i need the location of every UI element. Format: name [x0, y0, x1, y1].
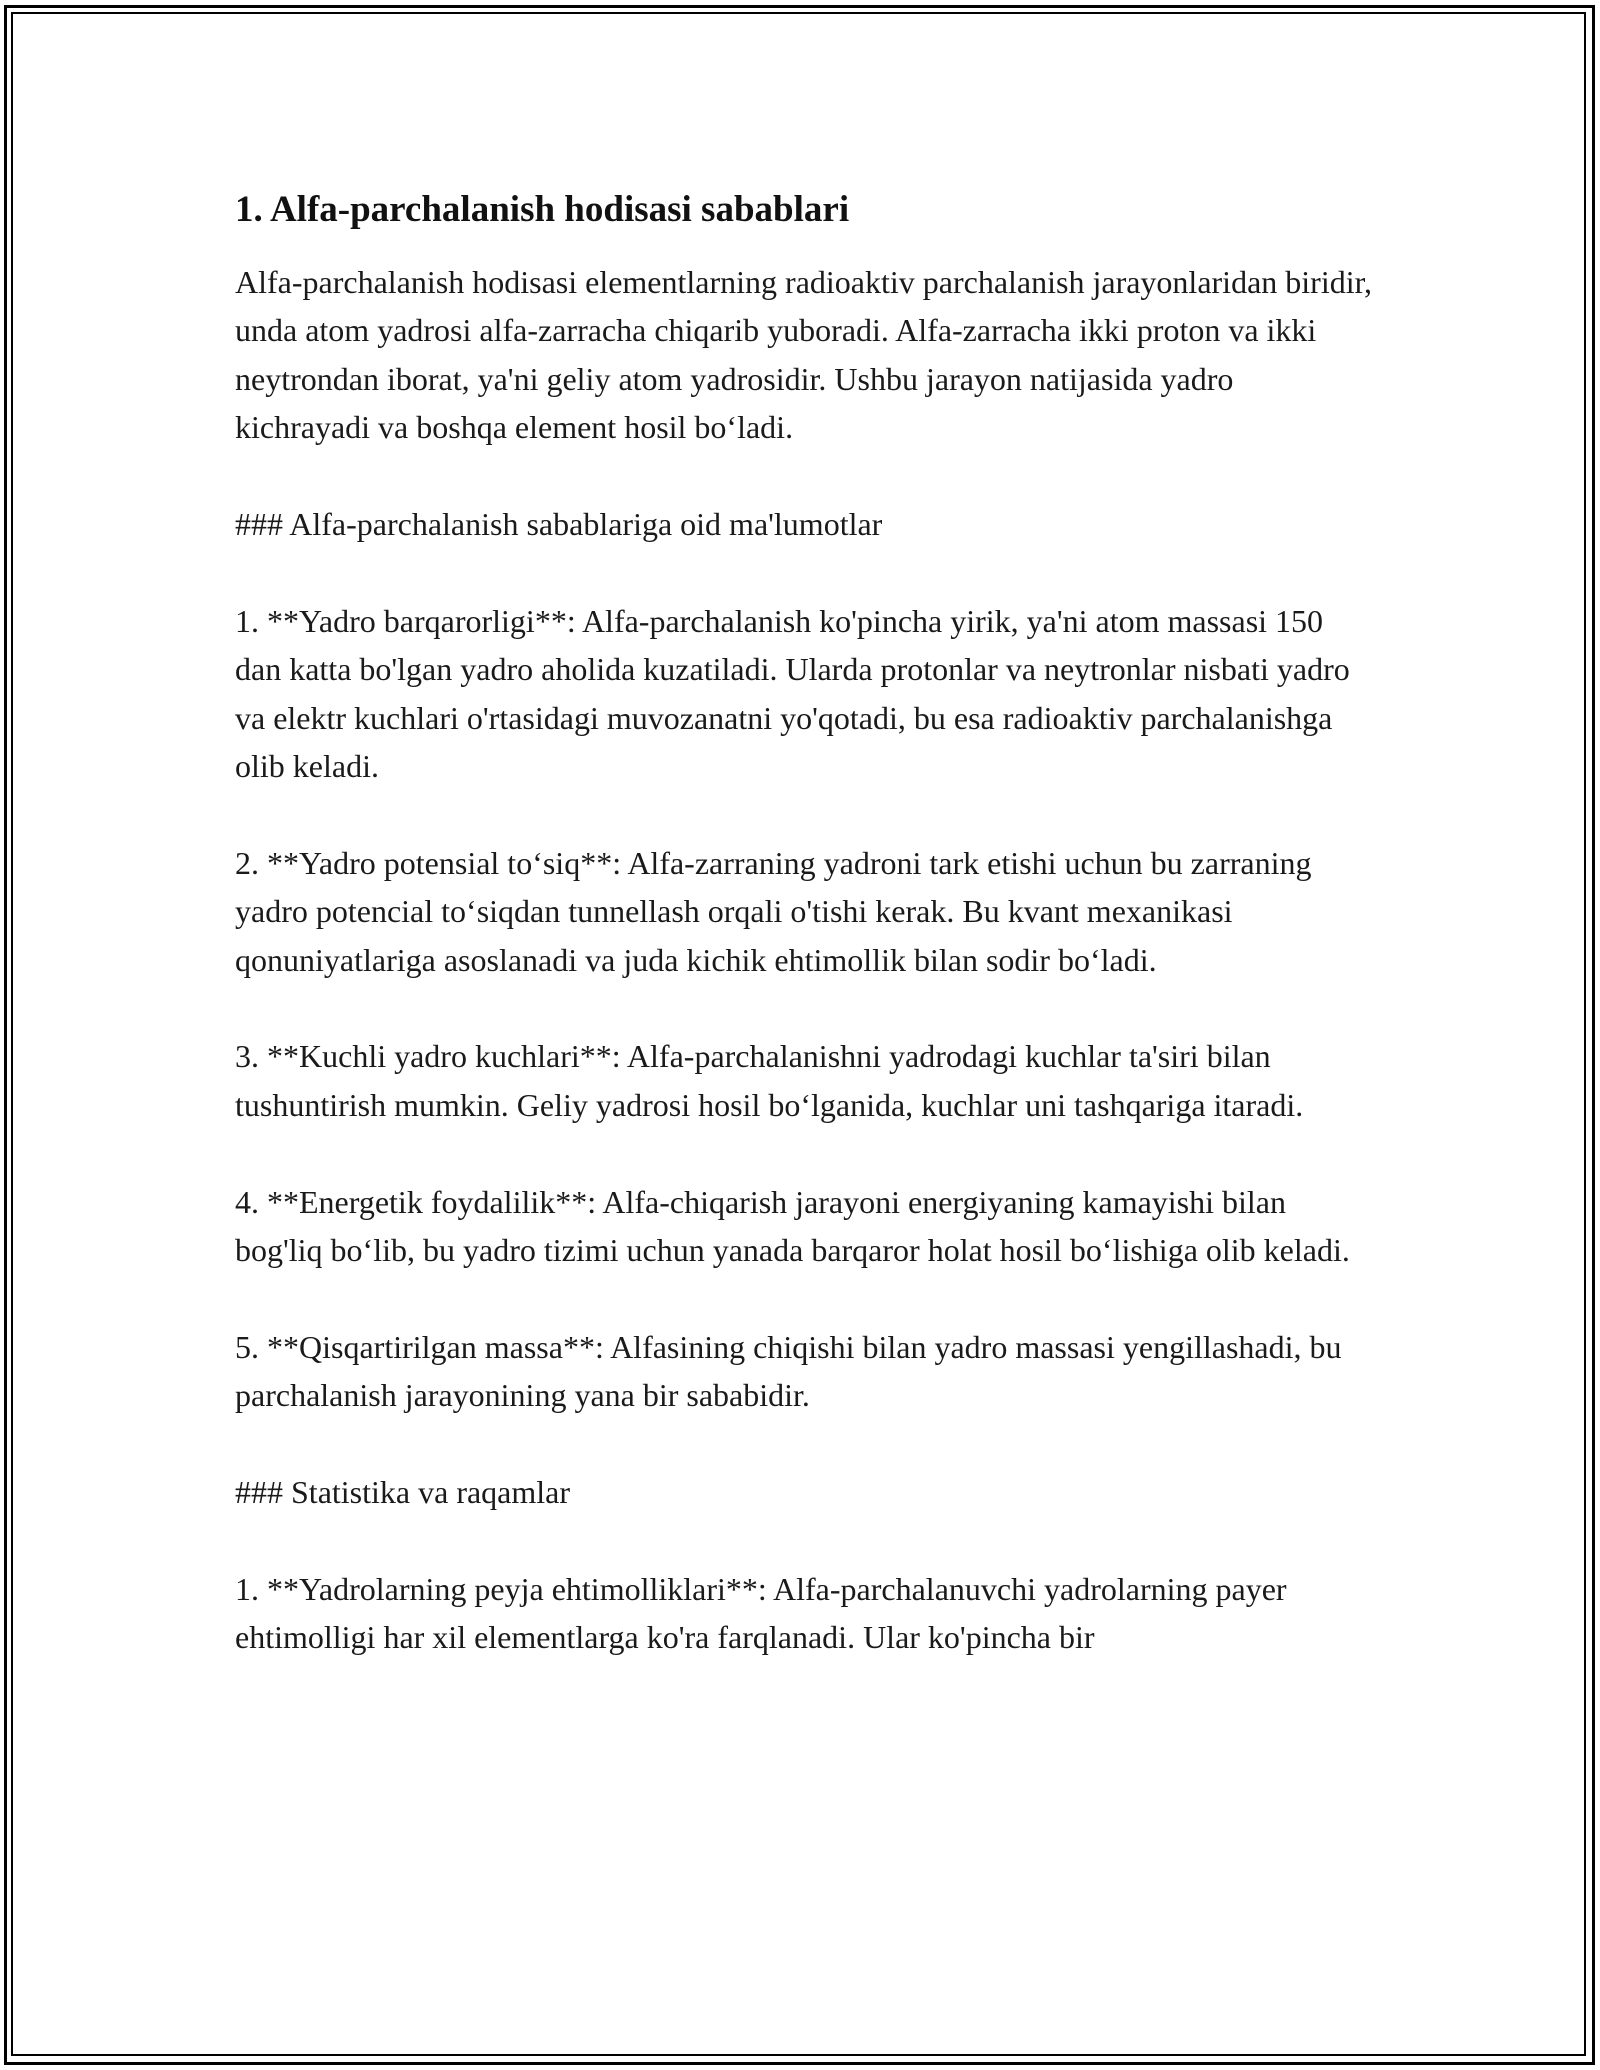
list-item-decay-probabilities: 1. **Yadrolarning peyja ehtimolliklari**: Alfa-parchalanuvchi yadrolarning payer ehtimolligi har xil elementlarga ko'ra farqlanadi. Ular ko'pincha bir [235, 1570, 1287, 1656]
section-heading-causes: ### Alfa-parchalanish sabablariga oid ma'lumotlar [235, 506, 883, 543]
list-item-potential-barrier: 2. **Yadro potensial to‘siq**: Alfa-zarraning yadroni tark etishi uchun bu zarraning yadro potencial to‘siqdan tunnellash orqali o'tishi kerak. Bu kvant mexanikasi qonuniyatlariga asoslanadi va juda kichik ehtimollik bilan sodir bo‘ladi. [235, 844, 1312, 978]
document-body [235, 186, 1375, 1662]
list-item-strong-nuclear-forces: 3. **Kuchli yadro kuchlari**: Alfa-parchalanishni yadrodagi kuchlar ta'siri bilan tushuntirish mumkin. Geliy yadrosi hosil bo‘lganida, kuchlar uni tashqariga itaradi. [235, 1038, 1304, 1123]
section-heading-statistics: ### Statistika va raqamlar [235, 1474, 571, 1511]
list-item-energetic-benefit: 4. **Energetik foydalilik**: Alfa-chiqarish jarayoni energiyaning kamayishi bilan bog'liq bo‘lib, bu yadro tizimi uchun yanada barqaror holat hosil bo‘lishiga olib keladi. [235, 1183, 1350, 1269]
list-item-nuclear-stability: 1. **Yadro barqarorligi**: Alfa-parchalanish ko'pincha yirik, ya'ni atom massasi 150 dan katta bo'lgan yadro aholida kuzatiladi. Ularda protonlar va neytronlar nisbati yadro va elektr kuchlari o'rtasidagi muvozanatni yo'qotadi, bu esa radioaktiv parchalanishga olib keladi. [235, 602, 1350, 785]
list-item-reduced-mass: 5. **Qisqartirilgan massa**: Alfasining chiqishi bilan yadro massasi yengillashadi, bu parchalanish jarayonining yana bir sababidir. [235, 1328, 1342, 1414]
intro-paragraph: Alfa-parchalanish hodisasi elementlarning radioaktiv parchalanish jarayonlaridan biridir, unda atom yadrosi alfa-zarracha chiqarib yuboradi. Alfa-zarracha ikki proton va ikki neytrondan iborat, ya'ni geliy atom yadrosidir. Ushbu jarayon natijasida yadro kichrayadi va boshqa element hosil bo‘ladi. [235, 264, 1372, 446]
document-title: 1. Alfa-parchalanish hodisasi sabablari [235, 189, 850, 230]
